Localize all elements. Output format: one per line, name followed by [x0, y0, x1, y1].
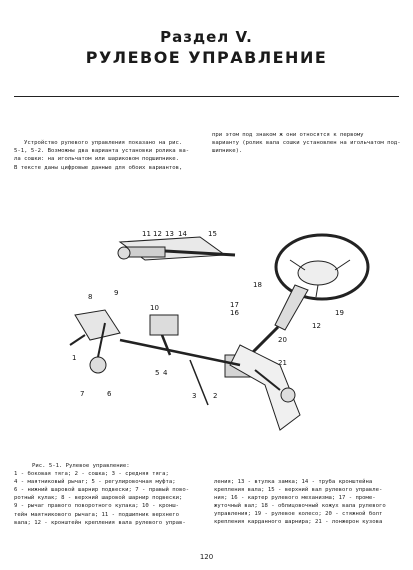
- idler-arm-bracket: [150, 315, 178, 335]
- steering-hub: [298, 261, 338, 285]
- caption-line: жуточный вал; 18 - облицовочный кожух вала рулевого: [214, 503, 386, 510]
- caption-line: ротный кулак; 8 - верхний шаровой шарнир подвески;: [14, 495, 183, 502]
- intro-line: ла сошки: на игольчатом или шариковом подшипнике.: [14, 156, 180, 163]
- label-15: 15: [208, 230, 217, 238]
- caption-line: крепления вала; 15 - верхний вал рулевого управле-: [214, 487, 383, 494]
- intro-line: варианту (ролик вала сошки установлен на игольчатом под-: [212, 140, 401, 147]
- caption-right-column: [214, 478, 402, 527]
- intro-line: шипнике).: [212, 148, 243, 155]
- label-20: 20: [278, 336, 287, 344]
- steering-diagram: [50, 215, 370, 445]
- label-8: 8: [88, 293, 93, 301]
- label-13: 13: [165, 230, 174, 238]
- caption-line: Рис. 5-1. Рулевое управление:: [32, 463, 130, 469]
- body-rail: [230, 345, 300, 430]
- caption-line: управления; 19 - рулевое колесо; 20 - стяжной болт: [214, 511, 383, 518]
- caption-line: вала; 12 - кронштейн крепления вала рулевого управ-: [14, 519, 186, 526]
- intro-line: В тексте даны цифровые данные для обоих вариантов,: [14, 164, 183, 171]
- intro-line: Устройство рулевого управления показано на рис.: [24, 140, 183, 146]
- label-6: 6: [107, 390, 112, 398]
- header-rule: [14, 96, 399, 97]
- upper-bearing: [125, 247, 165, 257]
- label-1: 1: [72, 354, 77, 362]
- intro-left-column: [14, 139, 202, 172]
- caption-line: 4 - маятниковый рычаг; 5 - регулировочная муфта;: [14, 479, 176, 486]
- intro-line: 5-1, 5-2. Возможны два варианта установки ролика ва-: [14, 148, 190, 155]
- label-11: 11: [142, 230, 151, 238]
- label-12: 12: [153, 230, 162, 238]
- intermediate-shaft: [250, 327, 278, 355]
- label-14: 14: [178, 230, 187, 238]
- column-shroud: [275, 285, 308, 330]
- section-heading: Раздел V.: [160, 28, 253, 46]
- label-16: 16: [230, 309, 239, 317]
- label-10: 10: [150, 304, 159, 312]
- label-19: 19: [335, 309, 344, 317]
- label-17: 17: [230, 301, 239, 309]
- lock-sleeve: [118, 247, 130, 259]
- page-title: РУЛЕВОЕ УПРАВЛЕНИЕ: [85, 48, 328, 67]
- caption-line: 6 - нижний шаровой шарнир подвески; 7 - правый пово-: [14, 487, 190, 494]
- label-5: 5: [155, 369, 160, 377]
- idler-arm: [162, 335, 170, 355]
- label-18: 18: [253, 281, 262, 289]
- caption-line: крепления карданного шарнира; 21 - лонжерон кузова: [214, 519, 383, 526]
- caption-line: тейн маятникового рычага; 11 - подшипник верхнего: [14, 511, 180, 518]
- centre-link: [120, 340, 240, 365]
- label-9: 9: [114, 289, 119, 297]
- page-number: 120: [199, 553, 214, 561]
- label-3: 3: [192, 392, 197, 400]
- intro-right-column: [212, 131, 402, 156]
- label-21: 21: [278, 359, 287, 367]
- caption-left-column: [14, 462, 206, 527]
- intro-line: при этом под знаком ж они относятся к первому: [212, 132, 364, 138]
- caption-line: ния; 16 - картер рулевого механизма; 17 - проме-: [214, 495, 376, 502]
- caption-line: ления; 13 - втулка замка; 14 - труба кронштейна: [214, 479, 373, 485]
- label-7: 7: [80, 390, 85, 398]
- caption-line: 1 - боковая тяга; 2 - сошка; 3 - средняя тяга;: [14, 471, 169, 478]
- label-12-right: 12: [312, 322, 321, 330]
- page-header: [0, 28, 413, 67]
- caption-line: 9 - рычаг правого поворотного кулака; 10 - кронш-: [14, 503, 180, 510]
- label-4: 4: [163, 369, 168, 377]
- lower-ball-joint: [90, 357, 106, 373]
- label-2: 2: [213, 392, 218, 400]
- left-knuckle-arm: [75, 310, 120, 340]
